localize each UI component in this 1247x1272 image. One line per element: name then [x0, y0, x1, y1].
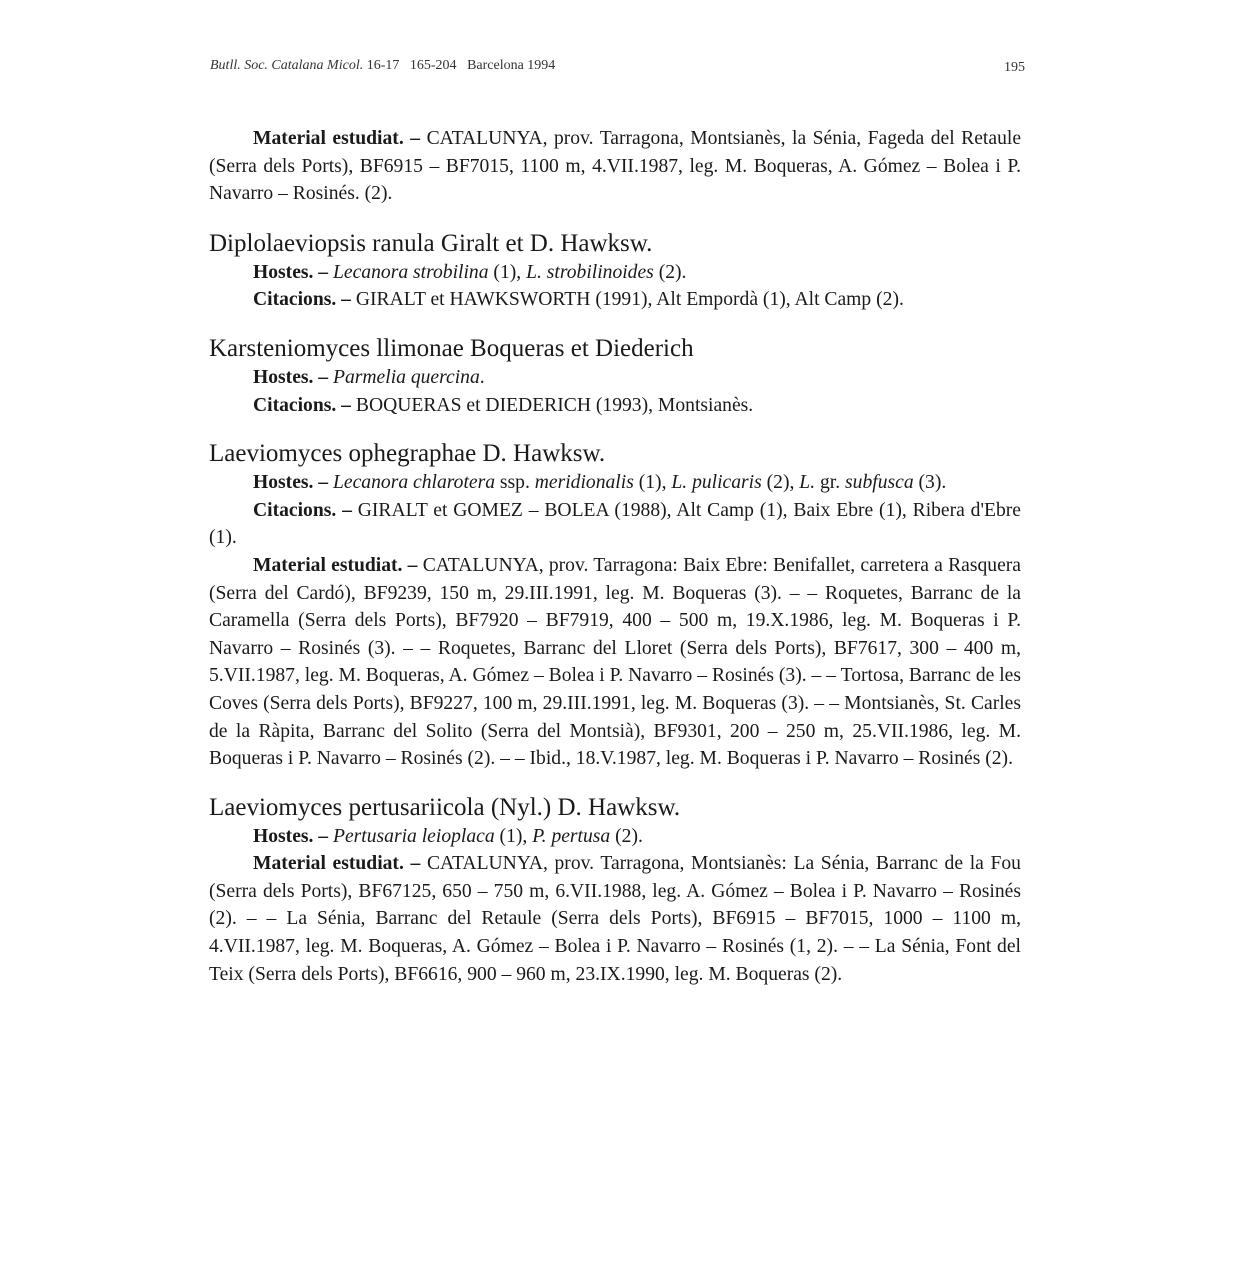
journal-title: Butll. Soc. Catalana Micol. [210, 58, 364, 73]
material-label: Material estudiat. – [253, 128, 421, 149]
main-text [209, 125, 1021, 988]
taxon-entry [209, 439, 1021, 773]
host-suffix: (2), [761, 472, 800, 494]
material-label: Material estudiat. – [253, 853, 421, 875]
taxon-heading [209, 229, 1021, 259]
host-species: Pertusaria leioplaca [333, 825, 495, 847]
hosts-line [209, 259, 1021, 287]
taxon-entry [209, 229, 1021, 314]
taxon-entry [209, 793, 1021, 989]
taxon-entry [209, 334, 1021, 419]
hostes-label: Hostes. – [253, 825, 329, 847]
running-header [210, 58, 1025, 80]
intro-material-paragraph [209, 125, 1021, 208]
citacions-label: Citacions. – [253, 289, 351, 311]
host-species: Lecanora chlarotera [333, 472, 496, 494]
citacions-label: Citacions. – [253, 394, 351, 416]
taxon-authority: Boqueras et Diederich [470, 334, 694, 362]
hostes-label: Hostes. – [253, 261, 329, 283]
host-suffix: (2). [653, 261, 687, 283]
taxon-authority: D. Hawksw. [482, 440, 606, 468]
host-species: L. strobilinoides [526, 261, 654, 283]
taxon-heading [209, 334, 1021, 364]
material-label: Material estudiat. – [253, 554, 418, 576]
host-suffix: (1), [633, 472, 672, 494]
material-text: CATALUNYA, prov. Tarragona: Baix Ebre: Benifallet, carretera a Rasquera (Serra del Cardó), BF9239, 150 m, 29.III.1991, leg. M. Boqueras (3). – – Roquetes, Barranc de la Caramella (Serra dels Ports), BF7920 – BF7919, 400 – 500 m, 19.X.1986, leg. M. Boqueras i P. Navarro – Rosinés (3). – – Roquetes, Barranc del Lloret (Serra dels Ports), BF7617, 300 – 400 m, 5.VII.1987, leg. M. Boqueras, A. Gómez – Bolea i P. Navarro – Rosinés (3). – – Tortosa, Barranc de les Coves (Serra dels Ports), BF9227, 100 m, 29.III.1991, leg. M. Boqueras (3). – – Montsianès, St. Carles de la Ràpita, Barranc del Solito (Serra del Montsià), BF9301, 200 – 250 m, 25.VII.1986, leg. M. Boqueras i P. Navarro – Rosinés (2). – – Ibid., 18.V.1987, leg. M. Boqueras i P. Navarro – Rosinés (2). [209, 554, 1022, 770]
host-species: Parmelia quercina [333, 366, 480, 388]
host-suffix: (1), [488, 261, 527, 283]
citations-paragraph [209, 497, 1021, 552]
taxon-name: Laeviomyces pertusariicola [209, 793, 485, 821]
host-suffix: (2). [610, 825, 643, 847]
host-species: L. [799, 472, 816, 494]
journal-place-year: Barcelona 1994 [467, 58, 556, 73]
host-species: meridionalis [534, 472, 634, 494]
hostes-label: Hostes. – [253, 472, 329, 494]
citacions-label: Citacions. – [253, 499, 352, 521]
citations-paragraph [209, 286, 1021, 314]
taxon-heading [209, 793, 1021, 823]
host-suffix: (1), [494, 825, 533, 847]
hosts-line [209, 469, 1021, 497]
host-suffix: . [479, 366, 485, 388]
journal-pages: 165-204 [409, 58, 457, 73]
citations-text: GIRALT et HAWKSWORTH (1991), Alt Empordà (1), Alt Camp (2). [355, 289, 904, 311]
host-suffix: (3). [913, 472, 947, 494]
citations-text: BOQUERAS et DIEDERICH (1993), Montsianès. [355, 394, 754, 416]
host-species: P. pertusa [532, 825, 611, 847]
citations-paragraph [209, 392, 1021, 420]
taxon-authority: Giralt et D. Hawksw. [440, 229, 653, 257]
hosts-line [209, 364, 1021, 392]
taxon-name: Laeviomyces ophegraphae [209, 440, 477, 468]
host-species: Lecanora strobilina [333, 261, 489, 283]
journal-volume: 16-17 [366, 58, 400, 73]
taxon-heading [209, 439, 1021, 469]
host-suffix: gr. [815, 472, 846, 494]
host-suffix: ssp. [495, 472, 535, 494]
taxon-name: Karsteniomyces llimonae [209, 334, 464, 362]
host-species: L. pulicaris [671, 472, 762, 494]
material-text: CATALUNYA, prov. Tarragona, Montsianès: La Sénia, Barranc de la Fou (Serra dels Ports), BF67125, 650 – 750 m, 6.VII.1988, leg. A. Gómez – Bolea i P. Navarro – Rosinés (2). – – La Sénia, Barranc del Retaule (Serra dels Ports), BF6915 – BF7015, 1000 – 1100 m, 4.VII.1987, leg. M. Boqueras, A. Gómez – Bolea i P. Navarro – Rosinés (1, 2). – – La Sénia, Font del Teix (Serra dels Ports), BF6616, 900 – 960 m, 23.IX.1990, leg. M. Boqueras (2). [209, 853, 1021, 985]
material-text: CATALUNYA, prov. Tarragona, Montsianès, la Sénia, Fageda del Retaule (Serra dels Ports), BF6915 – BF7015, 1100 m, 4.VII.1987, leg. M. Boqueras, A. Gómez – Bolea i P. Navarro – Rosinés. (2). [209, 128, 1022, 205]
material-paragraph [209, 850, 1021, 988]
page-number: 195 [1004, 60, 1025, 75]
host-species: subfusca [845, 472, 914, 494]
taxon-authority: (Nyl.) D. Hawksw. [490, 793, 681, 821]
citations-text: GIRALT et GOMEZ – BOLEA (1988), Alt Camp (1), Baix Ebre (1), Ribera d'Ebre (1). [209, 499, 1021, 549]
hostes-label: Hostes. – [253, 366, 329, 388]
material-paragraph [209, 552, 1021, 773]
hosts-line [209, 823, 1021, 851]
journal-citation [210, 58, 555, 74]
taxon-name: Diplolaeviopsis ranula [209, 229, 435, 257]
